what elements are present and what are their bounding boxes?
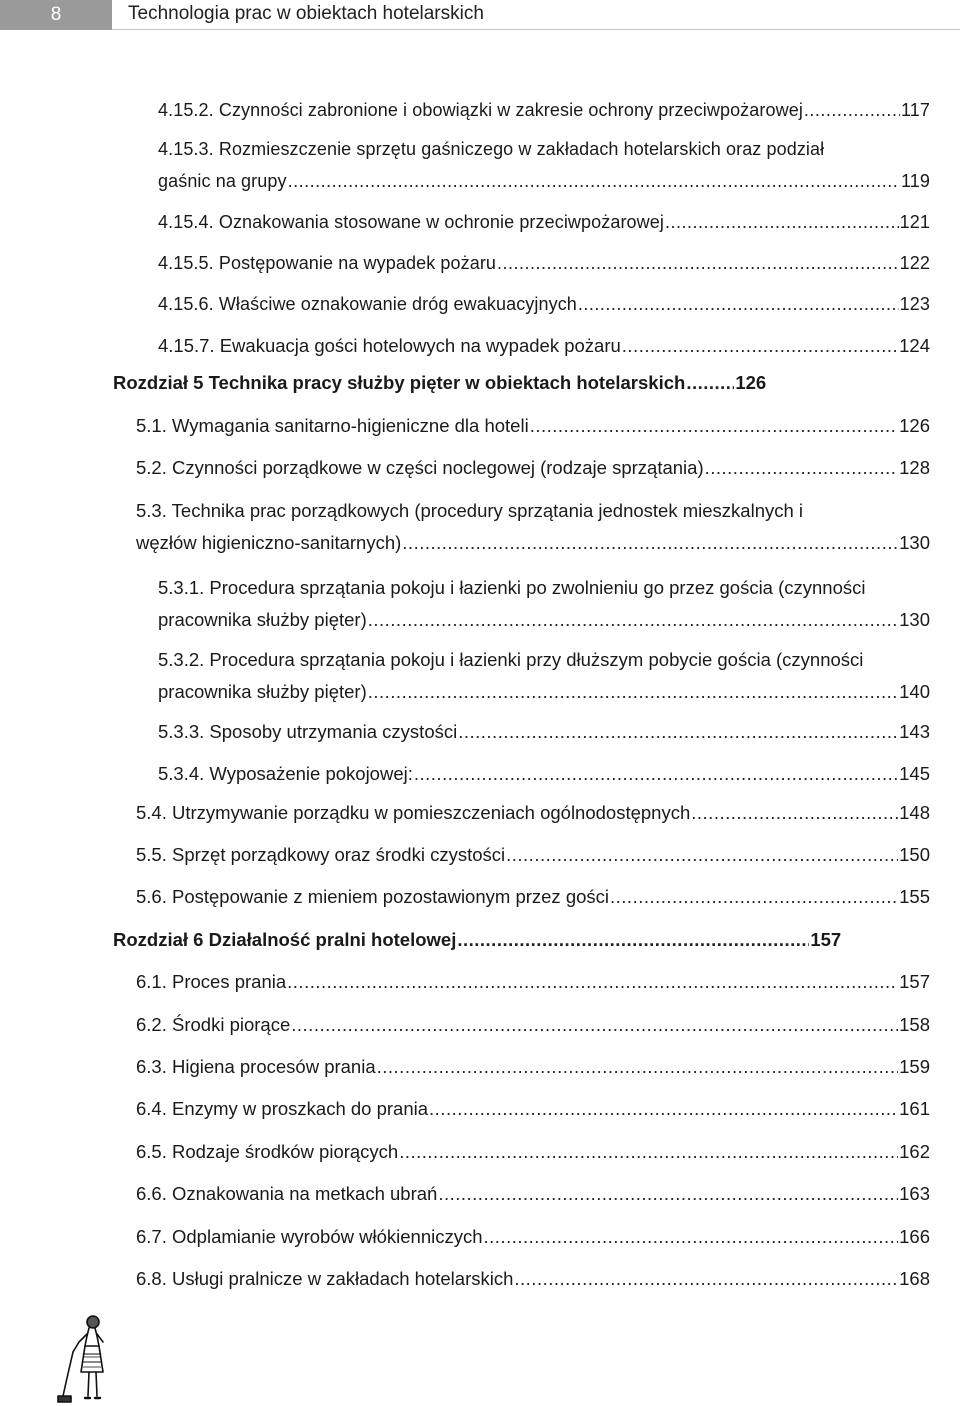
toc-entry[interactable] <box>158 717 930 747</box>
toc-entry-page: 122 <box>899 253 930 273</box>
toc-entry-title: 4.15.5. Postępowanie na wypadek pożaru <box>158 253 497 273</box>
leader-dots <box>368 605 898 635</box>
toc-entry[interactable] <box>158 134 930 196</box>
toc-entry-page: 119 <box>901 171 930 191</box>
toc-chapter-title: Rozdział 5 Technika pracy służby pięter w obiektach hotelarskich <box>113 372 686 393</box>
toc-entry[interactable] <box>158 289 930 319</box>
toc-entry-title: 6.8. Usługi pralnicze w zakładach hotelarskich <box>136 1268 514 1289</box>
toc-entry[interactable] <box>136 1137 930 1167</box>
toc-entry-page: 157 <box>899 971 930 992</box>
toc-entry[interactable] <box>136 1179 930 1209</box>
toc-entry-page: 159 <box>899 1056 930 1077</box>
toc-entry-title: 5.3. Technika prac porządkowych (procedury sprzątania jednostek mieszkalnych i <box>136 500 804 521</box>
toc-entry-title: 4.15.4. Oznakowania stosowane w ochronie przeciwpożarowej <box>158 212 664 232</box>
toc-entry[interactable] <box>136 453 930 483</box>
leader-dots <box>287 967 898 997</box>
toc-entry[interactable] <box>136 1094 930 1124</box>
toc-entry[interactable] <box>158 759 930 789</box>
toc-entry-page: 124 <box>899 335 930 356</box>
toc-entry-title: 5.3.4. Wyposażenie pokojowej: <box>158 763 413 784</box>
toc-chapter[interactable] <box>113 368 766 398</box>
toc-entry-page: 155 <box>899 886 930 907</box>
toc-chapter-page: 126 <box>735 372 767 393</box>
toc-entry[interactable] <box>136 496 930 558</box>
leader-dots <box>514 1264 898 1294</box>
toc-chapter[interactable] <box>113 925 841 955</box>
toc-entry[interactable] <box>136 1052 930 1082</box>
toc-entry-page: 162 <box>899 1141 930 1162</box>
toc-entry-page: 145 <box>899 763 930 784</box>
toc-entry[interactable] <box>158 95 930 125</box>
leader-dots <box>288 166 900 196</box>
header-divider <box>112 29 960 30</box>
toc-entry-title-cont: pracownika służby pięter) <box>158 681 367 702</box>
leader-dots <box>705 453 899 483</box>
toc-chapter-page: 157 <box>810 929 842 950</box>
toc-entry[interactable] <box>136 1010 930 1040</box>
toc-entry-title: 5.3.3. Sposoby utrzymania czystości <box>158 721 458 742</box>
toc-entry-title: 6.5. Rodzaje środków piorących <box>136 1141 399 1162</box>
leader-dots <box>804 95 900 125</box>
toc-entry-title: 5.3.1. Procedura sprzątania pokoju i łazienki po zwolnieniu go przez gościa (czynności <box>158 577 866 598</box>
leader-dots <box>691 798 898 828</box>
toc-entry-title: 4.15.7. Ewakuacja gości hotelowych na wypadek pożaru <box>158 335 621 356</box>
toc-entry-page: 161 <box>899 1098 930 1119</box>
leader-dots <box>622 331 898 361</box>
toc-entry-page: 163 <box>899 1183 930 1204</box>
toc-entry-page: 123 <box>899 294 930 314</box>
toc-entry-title: 5.1. Wymagania sanitarno-higieniczne dla hoteli <box>136 415 529 436</box>
leader-dots <box>457 925 809 955</box>
toc-entry-title: 6.6. Oznakowania na metkach ubrań <box>136 1183 438 1204</box>
toc-entry[interactable] <box>136 967 930 997</box>
toc-entry[interactable] <box>158 331 930 361</box>
toc-entry-page: 121 <box>899 212 930 232</box>
toc-entry-title: 6.2. Środki piorące <box>136 1014 291 1035</box>
toc-entry[interactable] <box>136 1264 930 1294</box>
toc-entry[interactable] <box>158 207 930 237</box>
toc-entry[interactable] <box>136 798 930 828</box>
toc-entry-page: 140 <box>899 681 930 702</box>
leader-dots <box>368 677 898 707</box>
toc-entry-title: 6.7. Odplamianie wyrobów włókienniczych <box>136 1226 483 1247</box>
toc-entry-title: 4.15.3. Rozmieszczenie sprzętu gaśniczego w zakładach hotelarskich oraz podział <box>158 139 825 159</box>
leader-dots <box>458 717 898 747</box>
toc-entry-title: 5.4. Utrzymywanie porządku w pomieszczeniach ogólnodostępnych <box>136 802 691 823</box>
toc-entry-page: 168 <box>899 1268 930 1289</box>
toc-entry[interactable] <box>136 840 930 870</box>
leader-dots <box>686 368 734 398</box>
toc-entry-title: 5.5. Sprzęt porządkowy oraz środki czystości <box>136 844 506 865</box>
leader-dots <box>578 289 899 319</box>
toc-entry-title-cont: gaśnic na grupy <box>158 171 287 191</box>
toc-entry-title: 5.6. Postępowanie z mieniem pozostawionym przez gości <box>136 886 610 907</box>
leader-dots <box>291 1010 898 1040</box>
toc-entry[interactable] <box>158 573 930 635</box>
toc-entry-page: 143 <box>899 721 930 742</box>
toc-entry-page: 130 <box>899 532 930 553</box>
leader-dots <box>506 840 898 870</box>
toc-entry[interactable] <box>158 645 930 707</box>
toc-entry-title: 6.4. Enzymy w proszkach do prania <box>136 1098 429 1119</box>
leader-dots <box>610 882 898 912</box>
toc-entry[interactable] <box>136 411 930 441</box>
leader-dots <box>402 528 898 558</box>
page-number: 8 <box>0 0 112 30</box>
toc-entry-page: 117 <box>901 100 930 120</box>
leader-dots <box>438 1179 898 1209</box>
toc-entry-title: 4.15.2. Czynności zabronione i obowiązki w zakresie ochrony przeciwpożarowej <box>158 100 803 120</box>
toc-entry-page: 158 <box>899 1014 930 1035</box>
toc-chapter-title: Rozdział 6 Działalność pralni hotelowej <box>113 929 457 950</box>
page-header <box>0 0 960 30</box>
toc-entry-page: 126 <box>899 415 930 436</box>
toc-entry-title: 6.3. Higiena procesów prania <box>136 1056 376 1077</box>
toc-entry-title-cont: pracownika służby pięter) <box>158 609 367 630</box>
toc-entry-title: 4.15.6. Właściwe oznakowanie dróg ewakuacyjnych <box>158 294 577 314</box>
leader-dots <box>377 1052 899 1082</box>
housekeeper-vacuum-icon <box>55 1312 117 1406</box>
toc-entry-title: 6.1. Proces prania <box>136 971 287 992</box>
leader-dots <box>530 411 898 441</box>
leader-dots <box>414 759 898 789</box>
toc-entry-title: 5.2. Czynności porządkowe w części noclegowej (rodzaje sprzątania) <box>136 457 704 478</box>
toc-entry-page: 150 <box>899 844 930 865</box>
toc-entry-page: 166 <box>899 1226 930 1247</box>
toc-entry-page: 148 <box>899 802 930 823</box>
toc-entry-title-cont: węzłów higieniczno-sanitarnych) <box>136 532 402 553</box>
leader-dots <box>429 1094 898 1124</box>
leader-dots <box>665 207 899 237</box>
toc-entry[interactable] <box>136 1222 930 1252</box>
leader-dots <box>497 248 899 278</box>
toc-entry-title: 5.3.2. Procedura sprzątania pokoju i łazienki przy dłuższym pobycie gościa (czynności <box>158 649 864 670</box>
leader-dots <box>399 1137 898 1167</box>
toc-entry-page: 128 <box>899 457 930 478</box>
running-title: Technologia prac w obiektach hotelarskich <box>128 3 484 24</box>
toc-entry[interactable] <box>158 248 930 278</box>
toc-entry[interactable] <box>136 882 930 912</box>
toc-entry-page: 130 <box>899 609 930 630</box>
leader-dots <box>484 1222 899 1252</box>
